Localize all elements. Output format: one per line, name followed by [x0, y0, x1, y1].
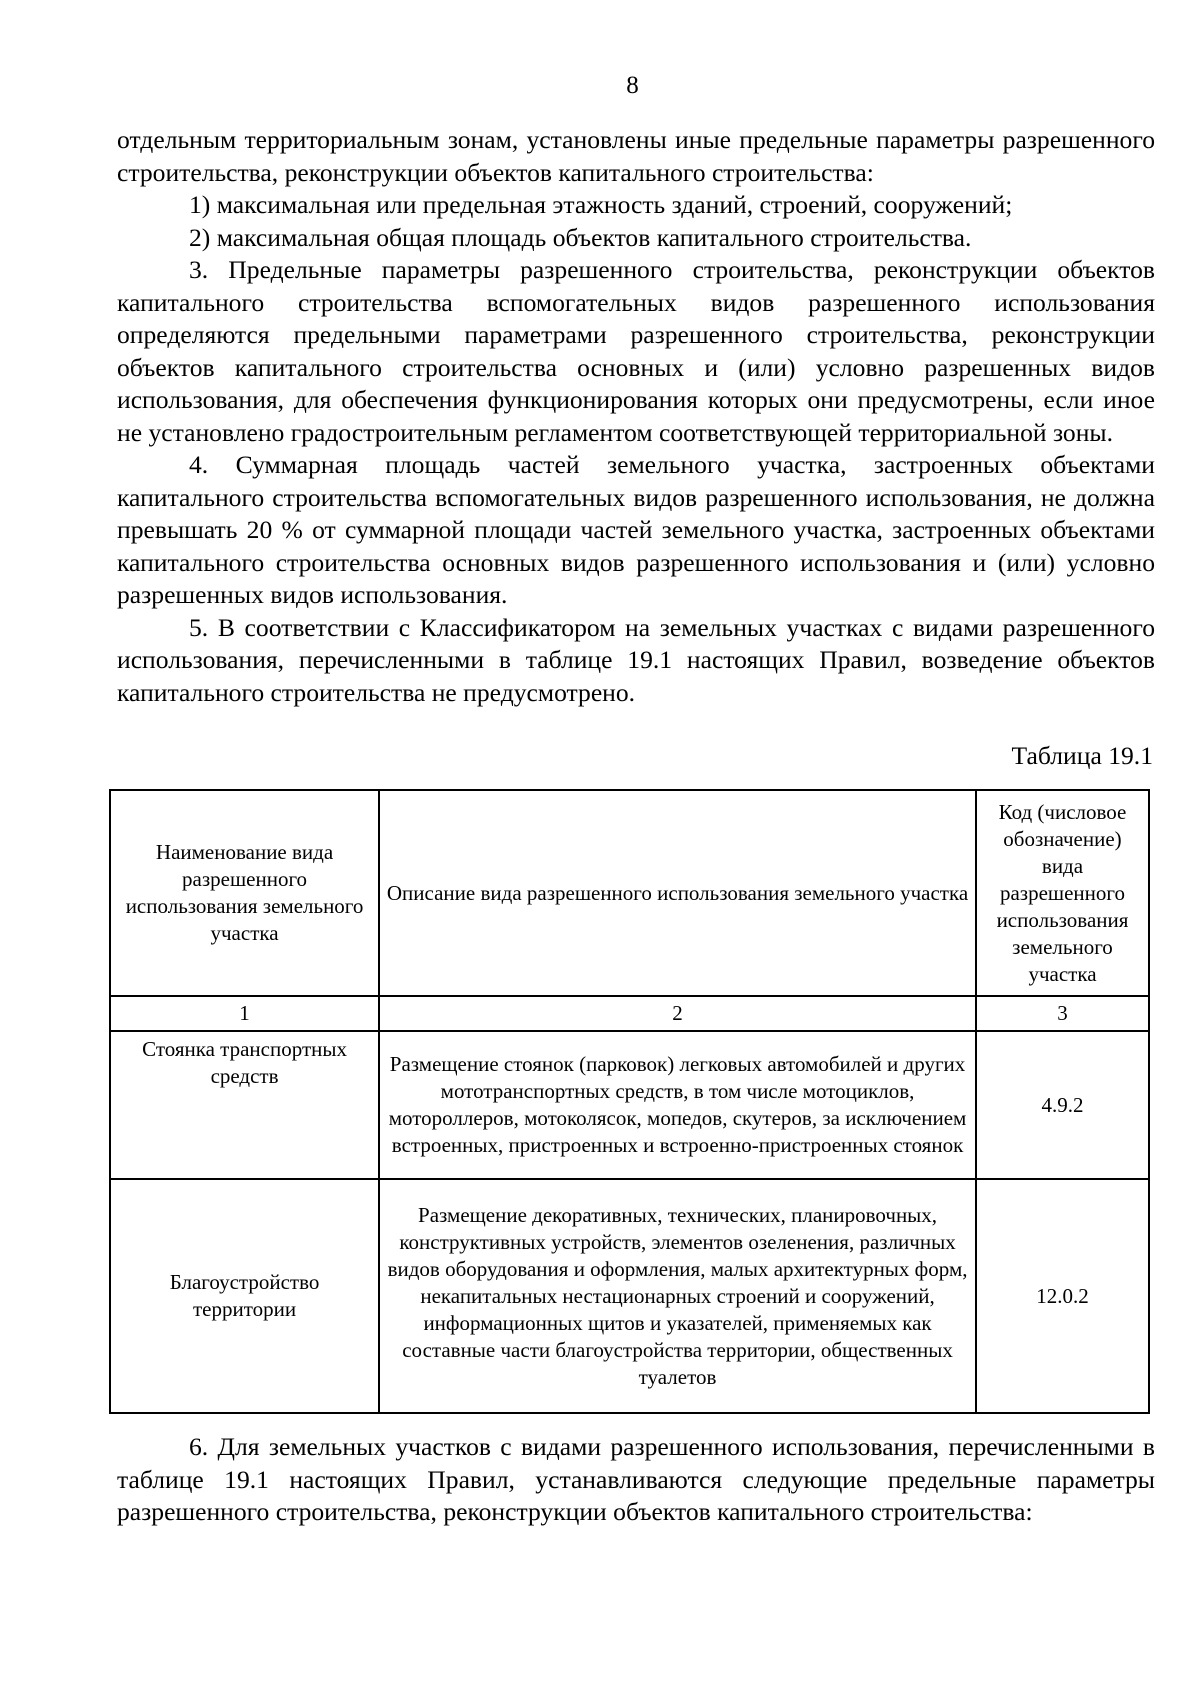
table-caption: Таблица 19.1 — [1011, 741, 1153, 770]
header-cell-description: Описание вида разрешенного использования земельного участка — [379, 790, 976, 996]
column-number-row — [110, 996, 1149, 1031]
column-number: 1 — [110, 996, 379, 1031]
continuation-paragraph: отдельным территориальным зонам, установлены иные предельные параметры разрешенного строительства, реконструкции объектов капитального строительства: — [117, 125, 1155, 187]
paragraph-6: 6. Для земельных участков с видами разрешенного использования, перечисленными в таблице 19.1 настоящих Правил, устанавливаются следующие предельные параметры разрешенного строительства, реконструкции объектов капитального строительства: — [117, 1432, 1155, 1526]
paragraph-3: 3. Предельные параметры разрешенного строительства, реконструкции объектов капитального строительства вспомогательных видов разрешенного использования определяются предельными параметрами разрешенного строительства, реконструкции объектов капитального строительства основных и (или) условно разрешенных видов использования, для обеспечения функционирования которых они предусмотрены, если иное не установлено градостроительным регламентом соответствующей территориальной зоны. — [117, 255, 1155, 447]
land-use-table — [109, 789, 1150, 1414]
column-number: 2 — [379, 996, 976, 1031]
table-row — [110, 1031, 1149, 1179]
column-number: 3 — [976, 996, 1149, 1031]
table-header-row — [110, 790, 1149, 996]
use-description-cell: Размещение декоративных, технических, планировочных, конструктивных устройств, элементов озеленения, различных видов оборудования и оформления, малых архитектурных форм, некапитальных нестационарных строений и сооружений, информационных щитов и указателей, применяемых как составные части благоустройства территории, общественных туалетов — [379, 1179, 976, 1413]
header-cell-code: Код (числовое обозначение) вида разрешенного использования земельного участка — [976, 790, 1149, 996]
list-item-2: 2) максимальная общая площадь объектов капитального строительства. — [189, 222, 972, 252]
use-name-cell: Благоустройство территории — [110, 1179, 379, 1413]
use-name-cell: Стоянка транспортных средств — [110, 1031, 379, 1179]
use-code-cell: 12.0.2 — [976, 1179, 1149, 1413]
use-description-cell: Размещение стоянок (парковок) легковых автомобилей и других мототранспортных средств, в том числе мотоциклов, мотороллеров, мотоколясок, мопедов, скутеров, за исключением встроенных, пристроенных и встроенно-пристроенных стоянок — [379, 1031, 976, 1179]
table-row — [110, 1179, 1149, 1413]
paragraph-5: 5. В соответствии с Классификатором на земельных участках с видами разрешенного использования, перечисленными в таблице 19.1 настоящих Правил, возведение объектов капитального строительства не предусмотрено. — [117, 612, 1155, 707]
header-cell-name: Наименование вида разрешенного использования земельного участка — [110, 790, 379, 996]
paragraph-4: 4. Суммарная площадь частей земельного участка, застроенных объектами капитального строительства вспомогательных видов разрешенного использования, не должна превышать 20 % от суммарной площади частей земельного участка, застроенных объектами капитального строительства основных видов разрешенного использования и (или) условно разрешенных видов использования. — [117, 450, 1155, 609]
use-code-cell: 4.9.2 — [976, 1031, 1149, 1179]
list-item-1: 1) максимальная или предельная этажность зданий, строений, сооружений; — [189, 190, 1013, 219]
body-text-bottom — [117, 1431, 1155, 1529]
body-text-top — [117, 124, 1155, 709]
page-number: 8 — [626, 72, 639, 99]
